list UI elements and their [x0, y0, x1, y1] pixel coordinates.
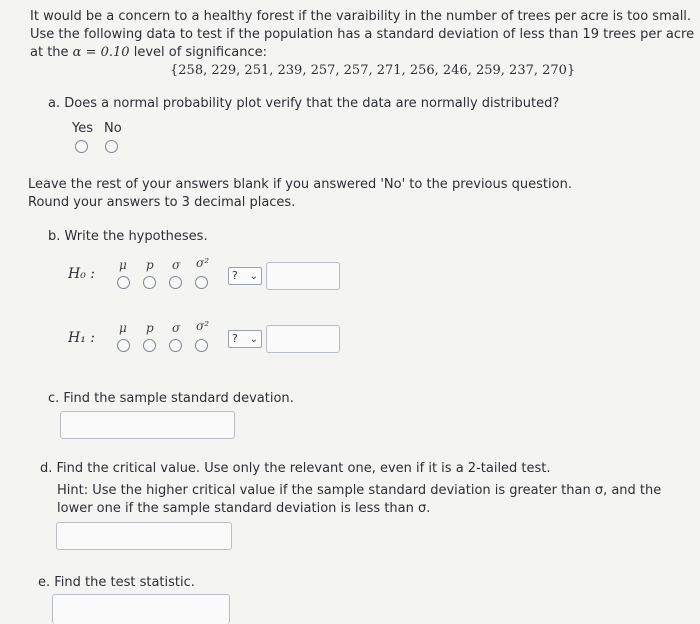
h0-symbol-sigma: σ [172, 258, 181, 272]
h0-label: H₀ : [68, 266, 95, 282]
chevron-down-icon: ⌄ [249, 271, 258, 282]
intro-line-3-prefix: at the [30, 45, 69, 60]
h0-radio-p[interactable] [143, 276, 156, 289]
h1-select-value: ? [232, 332, 238, 345]
intro-line-3-suffix: level of significance: [133, 45, 267, 60]
instruction-line-1: Leave the rest of your answers blank if you answered 'No' to the previous question. [28, 177, 572, 192]
h0-symbol-mu: μ [119, 258, 127, 272]
h1-radio-sigma[interactable] [169, 339, 182, 352]
h1-radio-mu[interactable] [117, 339, 130, 352]
intro-line-3 [30, 44, 267, 61]
alpha-value: α = 0.10 [72, 45, 130, 60]
question-d-hint-line-1: Hint: Use the higher critical value if the sample standard deviation is greater than σ, and the [57, 483, 662, 498]
h0-select-value: ? [232, 269, 238, 282]
question-a: a. Does a normal probability plot verify that the data are normally distributed? [48, 96, 560, 111]
radio-no[interactable] [105, 140, 118, 153]
sample-std-dev-input[interactable] [60, 411, 235, 439]
critical-value-input[interactable] [56, 522, 232, 550]
h1-value-input[interactable] [266, 325, 340, 353]
intro-line-2: Use the following data to test if the population has a standard deviation of less than 19 trees per acre [30, 27, 695, 42]
data-set: {258, 229, 251, 239, 257, 257, 271, 256, 246, 259, 237, 270} [170, 63, 576, 78]
h0-value-input[interactable] [266, 262, 340, 290]
h1-radio-p[interactable] [143, 339, 156, 352]
option-no-label: No [104, 121, 122, 136]
h0-relation-select[interactable] [228, 267, 262, 285]
h0-symbol-p: p [146, 258, 154, 272]
intro-line-1: It would be a concern to a healthy forest if the varaibility in the number of trees per acre is too small. [30, 9, 692, 24]
option-yes-label: Yes [72, 121, 93, 136]
h1-symbol-p: p [146, 321, 154, 335]
instruction-line-2: Round your answers to 3 decimal places. [28, 195, 296, 210]
chevron-down-icon: ⌄ [249, 334, 258, 345]
h0-symbol-sigma-squared: σ² [196, 256, 210, 270]
radio-yes[interactable] [75, 140, 88, 153]
h1-relation-select[interactable] [228, 330, 262, 348]
h0-radio-sigma-squared[interactable] [195, 276, 208, 289]
question-d-hint-line-2: lower one if the sample standard deviation is less than σ. [57, 501, 431, 516]
question-b: b. Write the hypotheses. [48, 229, 208, 244]
h1-radio-sigma-squared[interactable] [195, 339, 208, 352]
h0-radio-sigma[interactable] [169, 276, 182, 289]
test-statistic-input[interactable] [52, 594, 230, 624]
h1-symbol-mu: μ [119, 321, 127, 335]
h1-symbol-sigma: σ [172, 321, 181, 335]
question-d: d. Find the critical value. Use only the relevant one, even if it is a 2-tailed test. [40, 461, 551, 476]
h0-radio-mu[interactable] [117, 276, 130, 289]
h1-label: H₁ : [68, 330, 95, 346]
question-e: e. Find the test statistic. [38, 575, 195, 590]
h1-symbol-sigma-squared: σ² [196, 319, 210, 333]
question-c: c. Find the sample standard devation. [48, 391, 294, 406]
